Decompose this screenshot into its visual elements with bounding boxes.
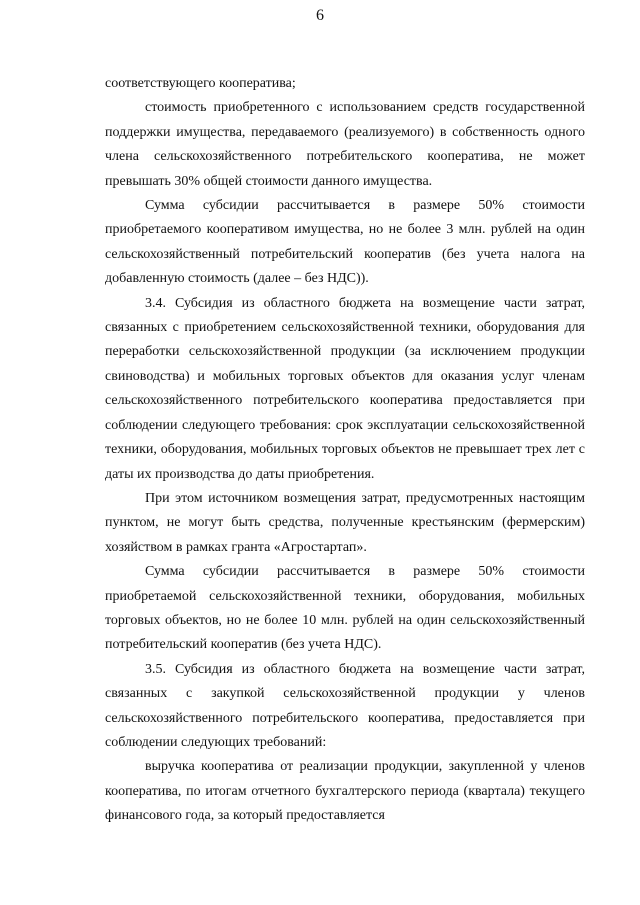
paragraph-cooperative-end: соответствующего кооператива; xyxy=(105,76,296,91)
paragraph-section-3-5: 3.5. Субсидия из областного бюджета на возмещение части затрат, связанных с закупкой сельскохозяйственной продукции у членов сельскохозяйственного потребительского кооператива, предоставляется при соблюдении следующих требований: xyxy=(105,661,585,750)
page-number: 6 xyxy=(316,7,324,24)
paragraph-agrostartup-exclusion: При этом источником возмещения затрат, предусмотренных настоящим пунктом, не могут быть средства, полученные крестьянским (фермерским) хозяйством в рамках гранта «Агростартап». xyxy=(105,490,585,555)
paragraph-subsidy-amount-equipment: Сумма субсидии рассчитывается в размере 50% стоимости приобретаемой сельскохозяйственной техники, оборудования, мобильных торговых объектов, но не более 10 млн. рублей на один сельскохозяйственный потребительский кооператив (без учета НДС). xyxy=(105,564,585,653)
paragraph-section-3-4: 3.4. Субсидия из областного бюджета на возмещение части затрат, связанных с приобретением сельскохозяйственной техники, оборудования для переработки сельскохозяйственной продукции (за исключением продукции свиноводства) и мобильных торговых объектов для оказания услуг членам сельскохозяйственного потребительского кооператива предоставляется при соблюдении следующего требования: срок эксплуатации сельскохозяйственной техники, оборудования, мобильных торговых объектов не превышает трех лет с даты их производства до даты приобретения. xyxy=(105,295,585,482)
paragraph-property-cost-limit: стоимость приобретенного с использованием средств государственной поддержки имущества, передаваемого (реализуемого) в собственность одного члена сельскохозяйственного потребительского кооператива, не может превышать 30% общей стоимости данного имущества. xyxy=(105,100,585,189)
paragraph-subsidy-amount-property: Сумма субсидии рассчитывается в размере 50% стоимости приобретаемого кооперативом имущества, но не более 3 млн. рублей на один сельскохозяйственный потребительский кооператив (без учета налога на добавленную стоимость (далее – без НДС)). xyxy=(105,198,585,287)
document-body xyxy=(105,72,585,829)
paragraph-revenue-requirement: выручка кооператива от реализации продукции, закупленной у членов кооператива, по итогам отчетного бухгалтерского периода (квартала) текущего финансового года, за который предоставляется xyxy=(105,759,585,824)
